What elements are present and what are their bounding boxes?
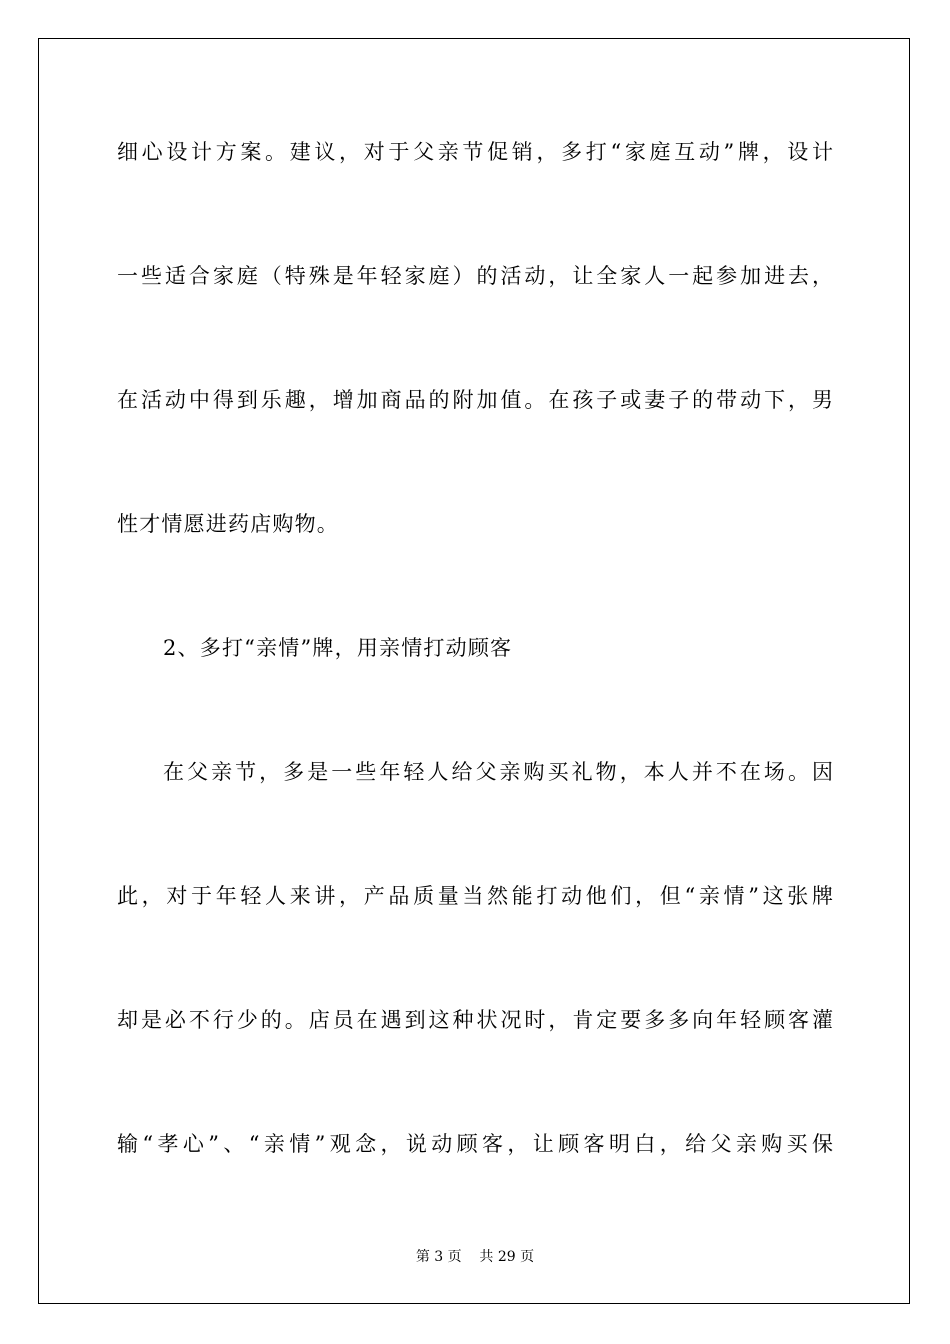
paragraph-line: 输“孝心”、“亲情”观念，说动顾客，让顾客明白，给父亲购买保 xyxy=(117,1132,833,1156)
paragraph-line: 却是必不行少的。店员在遇到这种状况时，肯定要多多向年轻顾客灌 xyxy=(117,1008,833,1032)
paragraph-line: 细心设计方案。建议，对于父亲节促销，多打“家庭互动”牌，设计 xyxy=(117,140,833,164)
paragraph-line: 一些适合家庭（特殊是年轻家庭）的活动，让全家人一起参加进去， xyxy=(117,264,833,288)
page-border xyxy=(38,38,910,1304)
paragraph-line: 在父亲节，多是一些年轻人给父亲购买礼物，本人并不在场。因 xyxy=(163,760,833,784)
section-heading: 2、多打“亲情”牌，用亲情打动顾客 xyxy=(163,636,513,660)
paragraph-line: 性才情愿进药店购物。 xyxy=(117,512,339,536)
page-number-footer: 第 3 页 共 29 页 xyxy=(415,1249,535,1265)
paragraph-line: 此，对于年轻人来讲，产品质量当然能打动他们，但“亲情”这张牌 xyxy=(117,884,833,908)
paragraph-line: 在活动中得到乐趣，增加商品的附加值。在孩子或妻子的带动下，男 xyxy=(117,388,833,412)
